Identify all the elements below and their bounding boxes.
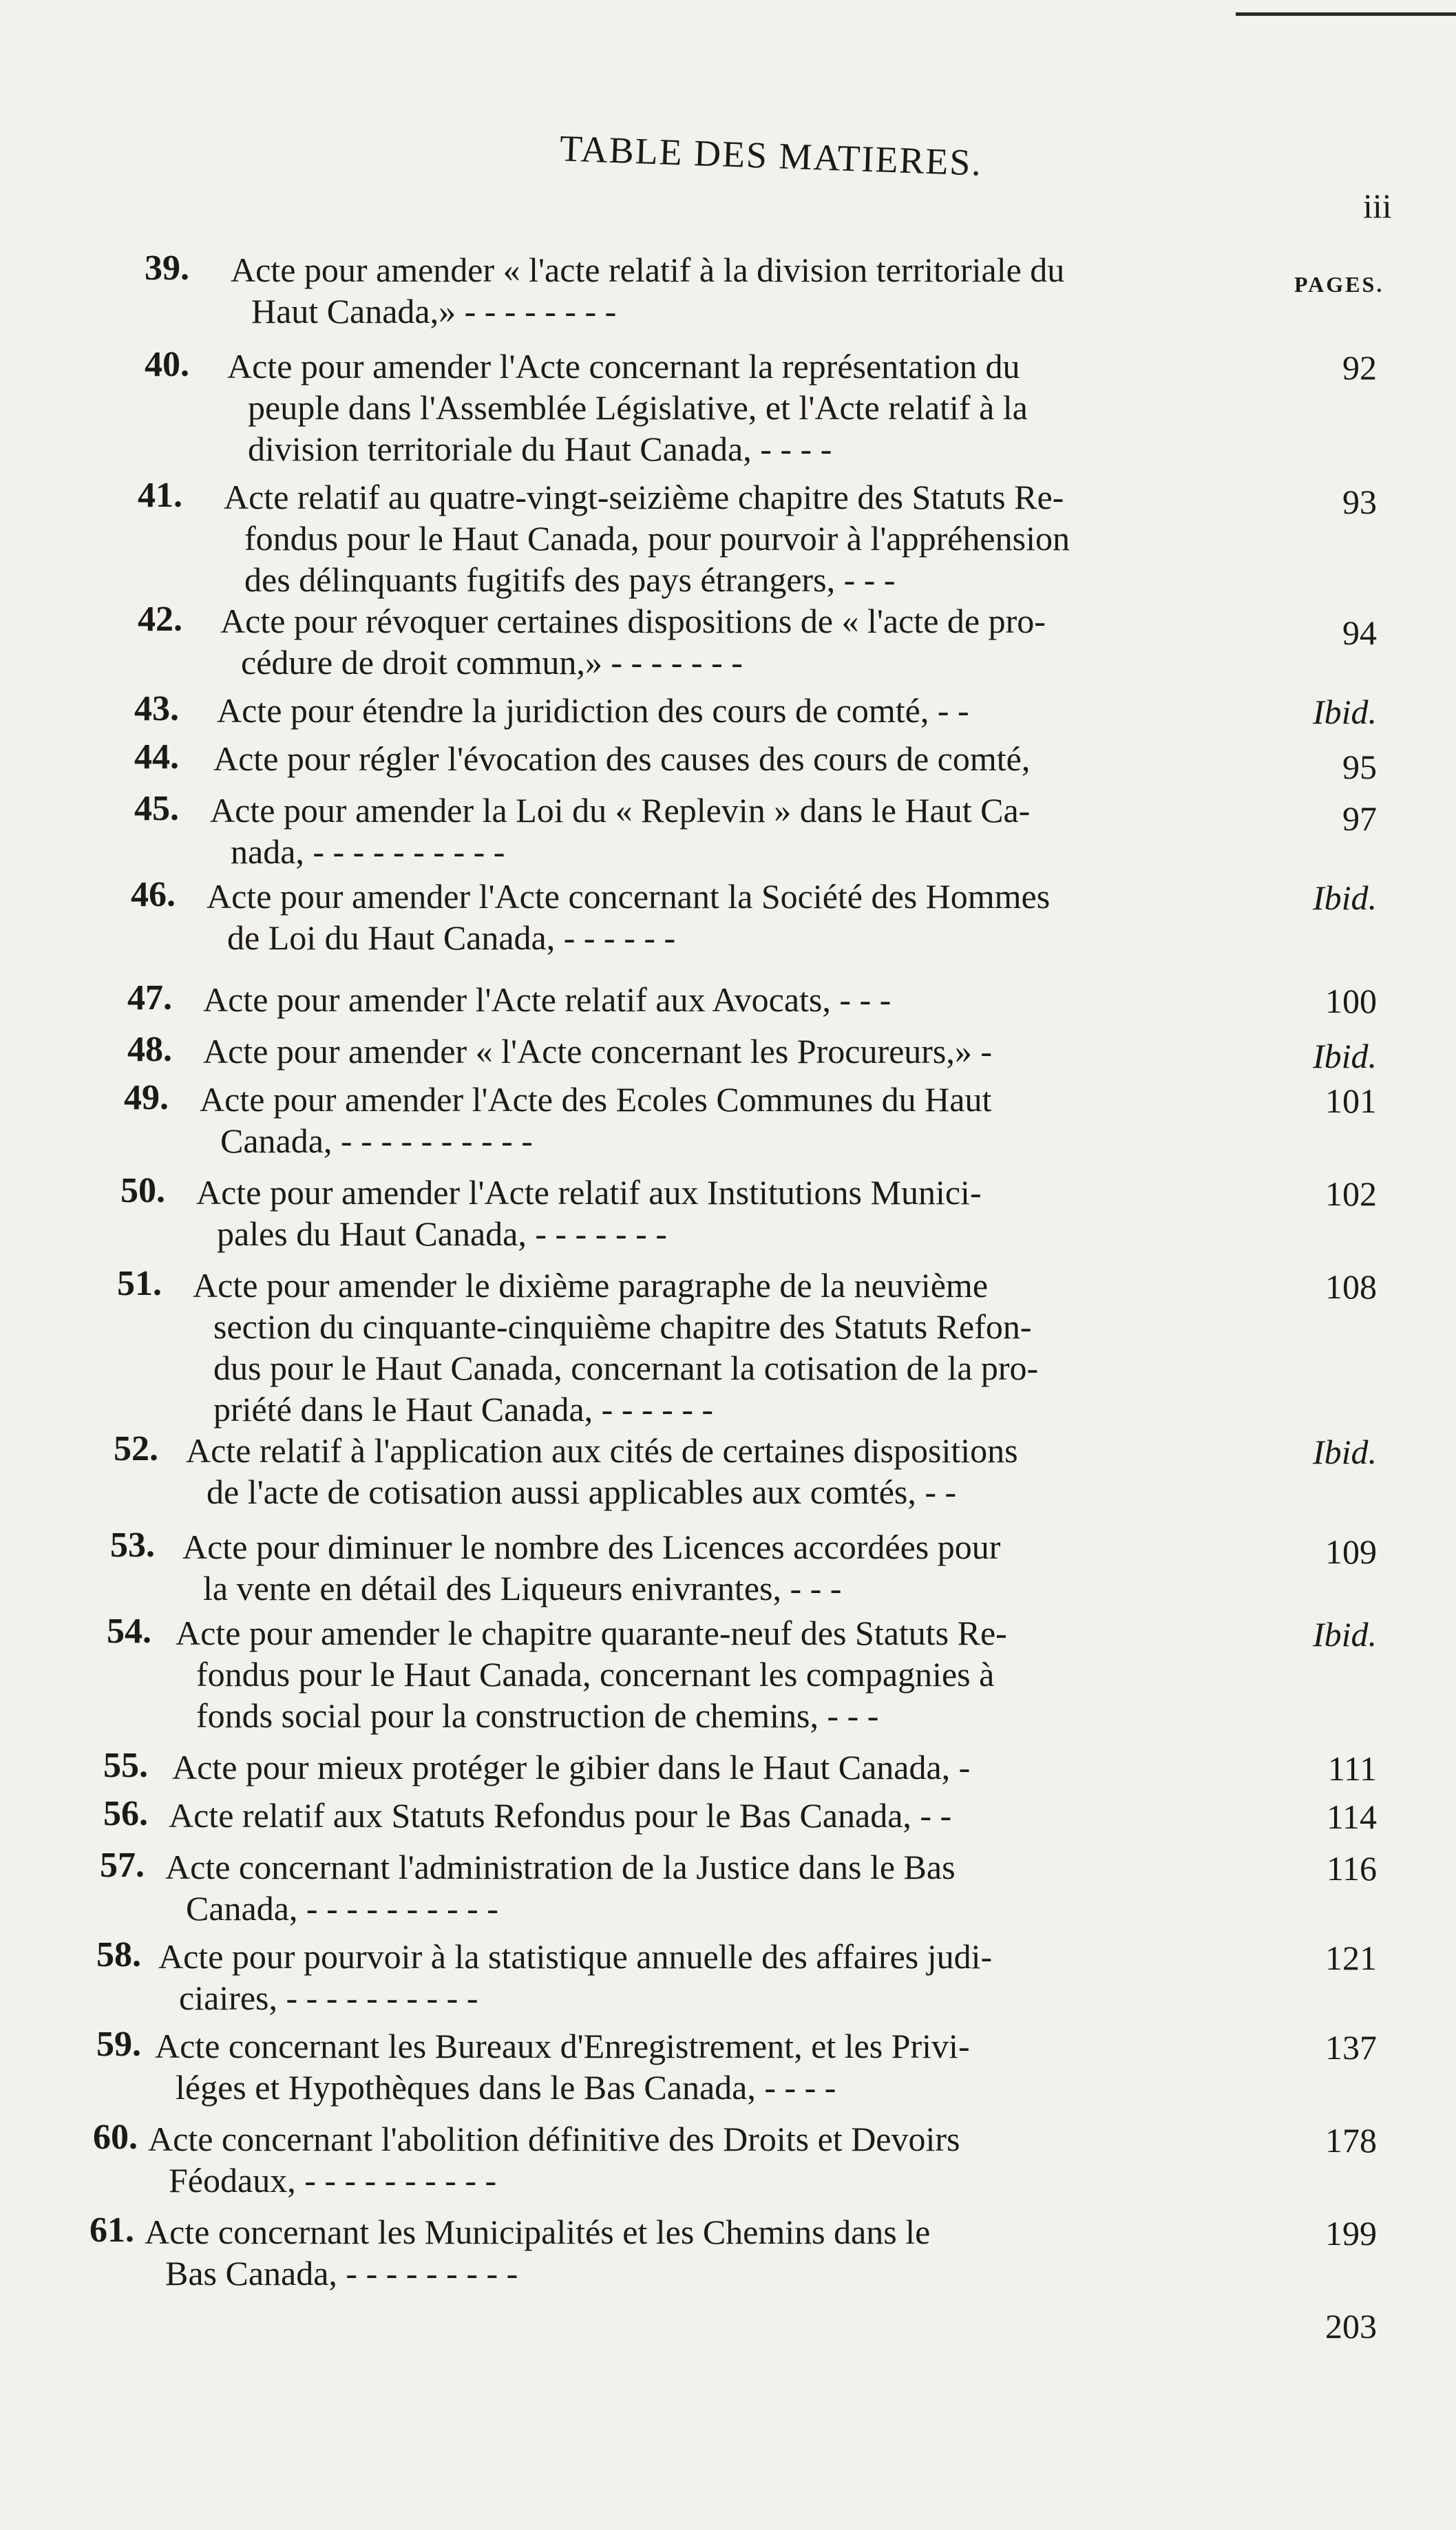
entry-title	[231, 249, 1291, 332]
entry-page: 100	[1325, 982, 1377, 1020]
entry-title	[200, 1079, 1260, 1161]
entry-title-line: priété dans le Haut Canada, - - - - - -	[213, 1390, 714, 1429]
entry-title	[203, 979, 1263, 1020]
entry-number: 45.	[134, 789, 179, 828]
entry-title-line: Acte pour diminuer le nombre des Licences accordées pour	[182, 1528, 1001, 1566]
entry-title-line: Acte relatif au quatre-vingt-seizième chapitre des Statuts Re-	[224, 478, 1064, 516]
entry-number: 47.	[127, 978, 172, 1018]
entry-title-line: Acte pour amender l'Acte relatif aux Institutions Munici-	[196, 1173, 982, 1212]
entry-title	[169, 1795, 1229, 1836]
entry-title-line: Acte pour étendre la juridiction des cours de comté, - -	[217, 691, 969, 730]
entry-page: 111	[1327, 1749, 1377, 1788]
entry-title-line: Acte relatif aux Statuts Refondus pour le Bas Canada, - -	[169, 1796, 952, 1835]
entry-title-line: Acte pour amender l'Acte concernant la Société des Hommes	[207, 877, 1051, 916]
entry-number: 53.	[110, 1526, 155, 1565]
entry-title-line: fondus pour le Haut Canada, concernant les compagnies à	[196, 1655, 995, 1694]
entry-page: 114	[1326, 1798, 1377, 1836]
entry-title-line: Acte pour amender l'Acte relatif aux Avocats, - - -	[203, 980, 891, 1019]
entry-page: 199	[1325, 2214, 1377, 2253]
entry-page: Ibid.	[1312, 1615, 1377, 1654]
entry-title-line: fondus pour le Haut Canada, pour pourvoir à l'appréhension	[244, 519, 1070, 558]
entry-number: 43.	[134, 689, 179, 728]
entry-page: 95	[1342, 748, 1377, 786]
entry-title-line: Acte pour amender « l'acte relatif à la division territoriale du	[231, 251, 1065, 289]
entry-title-line: Haut Canada,» - - - - - - - -	[251, 292, 617, 330]
entry-title-line: Acte concernant l'administration de la Justice dans le Bas	[165, 1848, 956, 1886]
entry-page: 116	[1326, 1849, 1377, 1888]
entry-title	[210, 790, 1270, 872]
entry-title	[182, 1526, 1243, 1609]
entry-title	[203, 1031, 1263, 1072]
entry-title-line: Acte concernant les Municipalités et les Chemins dans le	[145, 2213, 931, 2251]
entry-page: 178	[1325, 2121, 1377, 2160]
entry-title	[158, 1936, 1218, 2018]
pages-column-label: PAGES.	[1294, 272, 1384, 297]
entry-page: Ibid.	[1312, 1433, 1377, 1471]
entry-title	[220, 600, 1280, 683]
entry-page: 121	[1325, 1939, 1377, 1977]
entry-title-line: Acte pour amender « l'Acte concernant les Procureurs,» -	[203, 1032, 993, 1071]
entry-title-line: division territoriale du Haut Canada, - - - -	[248, 430, 832, 468]
page-title: TABLE DES MATIERES.	[559, 127, 983, 184]
entry-title-line: Acte pour régler l'évocation des causes des cours de comté,	[213, 739, 1031, 778]
entry-title-line: Acte pour amender le dixième paragraphe de la neuvième	[193, 1266, 989, 1305]
entry-title-line: Acte concernant les Bureaux d'Enregistrement, et les Privi-	[155, 2027, 970, 2065]
entry-number: 60.	[93, 2118, 138, 2157]
entry-title-line: nada, - - - - - - - - - -	[231, 832, 505, 871]
entry-title-line: Acte pour mieux protéger le gibier dans le Haut Canada, -	[172, 1748, 971, 1786]
entry-title-line: fonds social pour la construction de chemins, - - -	[196, 1696, 879, 1735]
entry-title	[227, 346, 1287, 470]
entry-title	[186, 1430, 1246, 1512]
entry-title	[165, 1846, 1225, 1929]
entry-title-line: peuple dans l'Assemblée Législative, et l'Acte relatif à la	[248, 388, 1028, 427]
entry-page: 102	[1325, 1174, 1377, 1213]
entry-title	[148, 2118, 1208, 2201]
entry-number: 39.	[145, 249, 189, 288]
entry-title-line: ciaires, - - - - - - - - - -	[179, 1979, 478, 2017]
entry-title	[145, 2211, 1205, 2294]
entry-page: 92	[1342, 348, 1377, 387]
entry-title	[196, 1172, 1256, 1254]
entry-title-line: Féodaux, - - - - - - - - - -	[169, 2161, 497, 2200]
entry-page: 203	[1325, 2307, 1377, 2345]
entry-title-line: Canada, - - - - - - - - - -	[186, 1889, 498, 1928]
entry-title	[224, 476, 1284, 600]
entry-number: 48.	[127, 1030, 172, 1069]
entry-page: Ibid.	[1312, 1037, 1377, 1075]
entry-title-line: Acte pour révoquer certaines dispositions de « l'acte de pro-	[220, 602, 1046, 640]
entry-title-line: Acte relatif à l'application aux cités de certaines dispositions	[186, 1431, 1018, 1470]
entry-title-line: de l'acte de cotisation aussi applicables aux comtés, - -	[207, 1473, 957, 1511]
entry-title	[193, 1265, 1253, 1430]
entry-title-line: Acte pour amender l'Acte des Ecoles Communes du Haut	[200, 1080, 992, 1119]
entry-number: 61.	[89, 2211, 134, 2250]
entry-title-line: section du cinquante-cinquième chapitre des Statuts Refon-	[213, 1307, 1032, 1346]
page-number: iii	[1363, 187, 1392, 225]
entry-number: 51.	[117, 1264, 162, 1303]
entry-number: 57.	[100, 1846, 145, 1885]
entry-page: 101	[1325, 1082, 1377, 1120]
entry-number: 52.	[114, 1429, 158, 1468]
entry-number: 40.	[145, 345, 189, 384]
entry-title-line: Acte concernant l'abolition définitive des Droits et Devoirs	[148, 2120, 960, 2158]
entry-page: Ibid.	[1312, 693, 1377, 731]
entry-title	[172, 1747, 1232, 1788]
entry-title	[213, 738, 1274, 779]
entry-title-line: dus pour le Haut Canada, concernant la cotisation de la pro-	[213, 1349, 1039, 1387]
entry-title-line: Acte pour amender la Loi du « Replevin » dans le Haut Ca-	[210, 791, 1031, 830]
entry-title	[176, 1612, 1236, 1736]
entry-title-line: la vente en détail des Liqueurs enivrantes, - - -	[203, 1569, 842, 1607]
entry-page: 108	[1325, 1267, 1377, 1306]
entry-page: 109	[1325, 1532, 1377, 1571]
entry-page: 137	[1325, 2028, 1377, 2067]
entry-number: 59.	[96, 2025, 141, 2064]
entry-number: 58.	[96, 1935, 141, 1974]
entry-page: 93	[1342, 483, 1377, 521]
entry-number: 49.	[124, 1078, 169, 1117]
entry-page: 94	[1342, 613, 1377, 652]
entry-number: 42.	[138, 600, 182, 639]
entry-title-line: des délinquants fugitifs des pays étrangers, - - -	[244, 560, 896, 599]
entry-title	[207, 876, 1267, 958]
entry-number: 50.	[120, 1171, 165, 1210]
entry-title	[155, 2025, 1215, 2108]
entry-title-line: Bas Canada, - - - - - - - - -	[165, 2254, 518, 2292]
entry-number: 46.	[131, 875, 176, 914]
entry-page: 97	[1342, 799, 1377, 838]
entry-page: Ibid.	[1312, 878, 1377, 917]
entry-number: 44.	[134, 737, 179, 777]
entry-number: 55.	[103, 1746, 148, 1785]
entry-number: 41.	[138, 476, 182, 515]
entry-title-line: léges et Hypothèques dans le Bas Canada, - - - -	[176, 2068, 836, 2107]
entry-title-line: Acte pour amender le chapitre quarante-neuf des Statuts Re-	[176, 1614, 1007, 1652]
entry-title-line: cédure de droit commun,» - - - - - - -	[241, 643, 743, 682]
entry-number: 54.	[107, 1612, 151, 1651]
entry-title-line: pales du Haut Canada, - - - - - - -	[217, 1214, 667, 1253]
entry-title-line: Acte pour amender l'Acte concernant la représentation du	[227, 347, 1020, 386]
entry-title-line: Canada, - - - - - - - - - -	[220, 1121, 533, 1160]
entry-title	[217, 690, 1277, 731]
entry-title-line: Acte pour pourvoir à la statistique annuelle des affaires judi-	[158, 1937, 993, 1976]
entry-number: 56.	[103, 1794, 148, 1833]
entry-title-line: de Loi du Haut Canada, - - - - - -	[227, 918, 676, 957]
